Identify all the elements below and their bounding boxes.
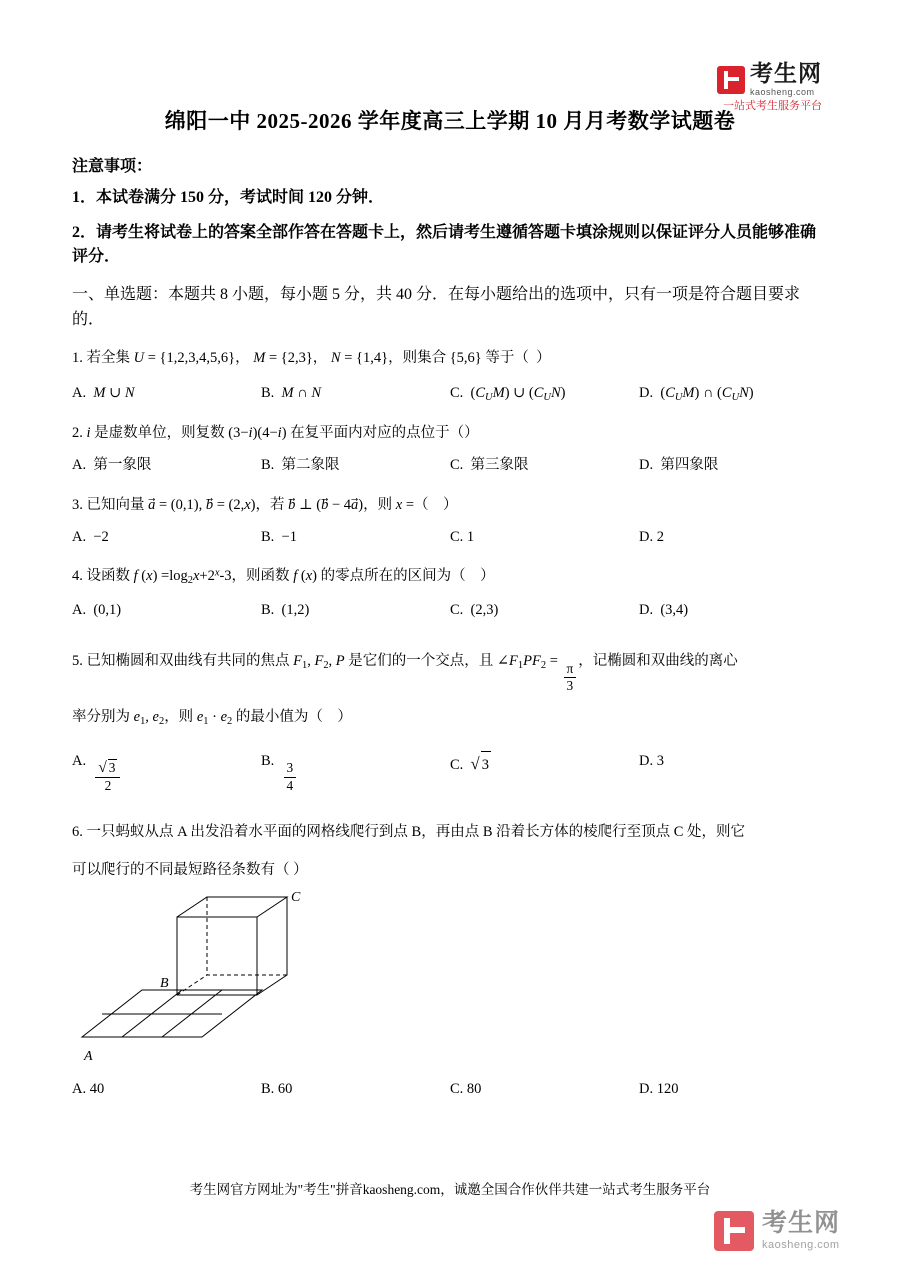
logo-tagline: 一站式考生服务平台: [723, 100, 822, 112]
logo-name: 考生网: [750, 60, 822, 86]
notice-item-1: 1．本试卷满分 150 分，考试时间 120 分钟．: [72, 189, 385, 206]
option-d[interactable]: D. 3: [639, 752, 664, 769]
option-c[interactable]: C. 80: [450, 1080, 482, 1097]
question-6-text-1: 一只蚂蚁从点 A 出发沿着水平面的网格线爬行到点 B，再由点 B 沿着长方体的棱爬行至顶点 C 处，则它: [86, 824, 746, 841]
question-1-stem: 1. 若全集 U = {1,2,3,4,5,6}， M = {2,3}， N = {1,4}，则集合 {5,6} 等于（ ）: [72, 349, 551, 366]
question-4-options: [72, 597, 828, 625]
question-1-number: 1.: [72, 349, 83, 366]
question-6-stem-line-1: [72, 817, 828, 847]
question-5-stem-line-1: 5. 已知椭圆和双曲线有共同的焦点 $F_1$, $F_2$, P 是它们的一个交点，且 $\angle F_1PF_2$ = $\frac{\pi}{3}$ ，记椭圆和双曲线的离心: [72, 653, 738, 694]
logo-domain: kaosheng.com: [750, 87, 815, 97]
option-a[interactable]: A. 第一象限: [72, 456, 152, 473]
watermark-text: [762, 1211, 840, 1251]
option-c[interactable]: C. (2,3): [450, 601, 499, 618]
option-a[interactable]: A. 40: [72, 1080, 105, 1097]
question-2-stem: 2. i 是虚数单位，则复数 (3−i)(4−i) 在复平面内对应的点位于（）: [72, 424, 479, 441]
page-footer: 考生网官方网址为"考生"拼音kaosheng.com，诚邀全国合作伙伴共建一站式考生服务平台: [189, 1182, 711, 1197]
logo-row: [717, 62, 822, 97]
question-6-figure: [72, 892, 828, 1072]
option-b[interactable]: B. 第二象限: [261, 456, 340, 473]
logo-text-block: [750, 62, 822, 97]
cuboid-grid-diagram: [72, 892, 392, 1072]
kaosheng-logo-icon: [717, 66, 745, 94]
question-3-options: [72, 524, 828, 552]
figure-label-c: C: [291, 891, 301, 905]
question-1-lead: 若全集: [86, 349, 130, 366]
question-5-number: 5.: [72, 653, 83, 670]
question-2-options: [72, 452, 828, 480]
option-c[interactable]: C. $(C_UM)$ ∪ $(C_UN)$: [450, 385, 566, 403]
question-5-options: [72, 748, 828, 795]
question-6-number: 6.: [72, 824, 83, 841]
question-4-number: 4.: [72, 568, 83, 585]
option-d[interactable]: D. 2: [639, 528, 664, 545]
figure-label-a: A: [84, 1048, 93, 1064]
option-a[interactable]: A. (0,1): [72, 601, 122, 618]
option-c[interactable]: C. 第三象限: [450, 456, 529, 473]
option-c[interactable]: C. √ 3: [450, 748, 639, 795]
watermark-logo-icon: [714, 1211, 754, 1251]
question-4-stem: 4. 设函数 f $(x) =\log_2x+2^x-3$，则函数 f (x) 的零点所在的区间为（ ）: [72, 567, 495, 587]
page-title: 绵阳一中 2025-2026 学年度高三上学期 10 月月考数学试题卷: [164, 109, 736, 133]
option-b[interactable]: B. 60: [261, 1080, 293, 1097]
figure-label-b: B: [160, 975, 169, 991]
option-b[interactable]: B. −1: [261, 528, 297, 545]
option-d[interactable]: D. 120: [639, 1080, 679, 1097]
option-a[interactable]: A. −2: [72, 528, 109, 545]
option-b[interactable]: B. M ∩ N: [261, 385, 322, 402]
question-6-stem-line-2: 可以爬行的不同最短路径条数有（ ）: [72, 861, 308, 878]
page-watermark: [714, 1211, 840, 1251]
option-b[interactable]: B. $\frac{3}{4}$: [261, 748, 450, 795]
question-5-stem-line-2: 率分别为 $e_1$, $e_2$，则 $e_1 \cdot e_2$ 的最小值为（ ）: [72, 709, 352, 727]
option-d[interactable]: D. 第四象限: [639, 456, 719, 473]
option-c[interactable]: C. 1: [450, 528, 475, 545]
question-1-options: [72, 380, 828, 408]
option-d[interactable]: D. $(C_UM)$ ∩ $(C_UN)$: [639, 385, 754, 403]
option-a[interactable]: A. M ∪ N: [72, 385, 135, 402]
notice-item-2: 2．请考生将试卷上的答案全部作答在答题卡上，然后请考生遵循答题卡填涂规则以保证评分人员能够准确评分．: [72, 224, 817, 265]
section-heading: 一、单选题：本题共 8 小题，每小题 5 分，共 40 分．在每小题给出的选项中，只有一项是符合题目要求的．: [72, 286, 801, 328]
watermark-name: 考生网: [761, 1209, 840, 1237]
question-6-options: [72, 1076, 828, 1104]
document-content: [72, 105, 828, 1118]
option-b[interactable]: B. (1,2): [261, 601, 310, 618]
question-3-stem: 3. 已知向量 a⃗ = (0,1), b⃗ = (2,x)，若 b⃗ ⊥ (b⃗ − 4a⃗)，则 x =（ ）: [72, 496, 458, 513]
notice-heading: 注意事项：: [72, 158, 153, 175]
option-d[interactable]: D. (3,4): [639, 601, 689, 618]
watermark-domain: kaosheng.com: [761, 1239, 840, 1251]
option-a[interactable]: A. $\frac{√ 3}{2}$: [72, 748, 261, 795]
question-2-number: 2.: [72, 424, 83, 441]
question-3-number: 3.: [72, 496, 83, 513]
